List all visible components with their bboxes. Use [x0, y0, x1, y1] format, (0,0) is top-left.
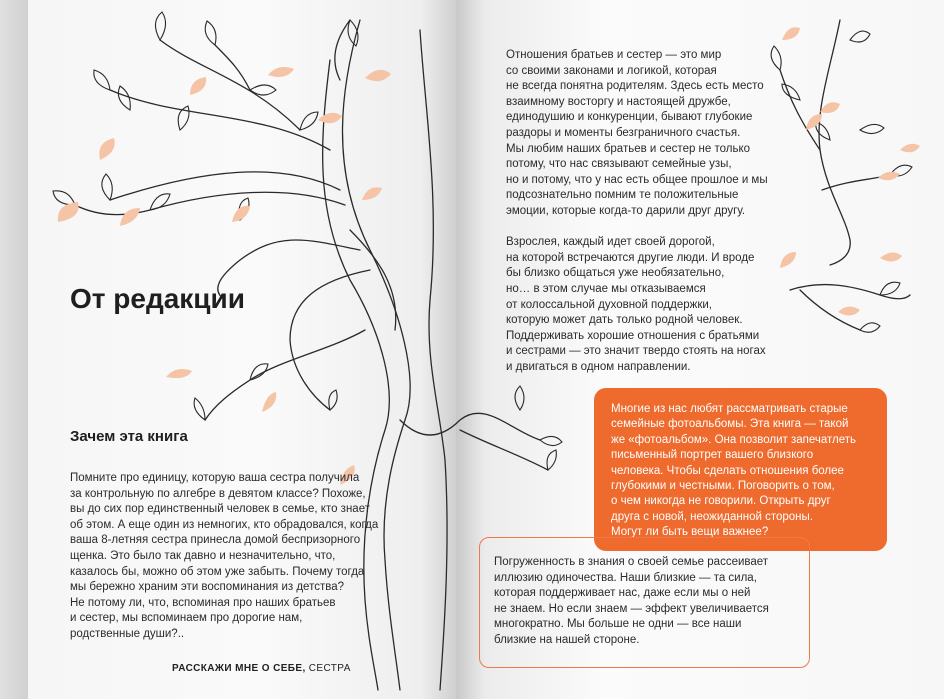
main-text: [506, 48, 776, 375]
text-line: об этом. А еще один из немногих, кто обрадовался, когда: [70, 518, 379, 531]
text-line: на которой встречаются другие люди. И вроде: [506, 251, 755, 264]
text-line: Многие из нас любят рассматривать старые: [611, 403, 848, 415]
text-line: подсознательно помним те положительные: [506, 189, 739, 202]
text-line: Помните про единицу, которую ваша сестра получила: [70, 472, 360, 484]
text-line: родственные души?..: [70, 627, 185, 640]
text-line: Могут ли быть вещи важнее?: [611, 526, 769, 539]
text-line: бы близко общаться уже необязательно,: [506, 267, 725, 280]
text-line: мы бережно храним эти воспоминания из детства?: [70, 581, 345, 594]
text-line: иллюзию одиночества. Наши близкие — та сила,: [494, 571, 757, 584]
intro-paragraph: [70, 471, 390, 643]
text-line: которую может дать только родной человек.: [506, 314, 743, 327]
text-line: со своими законами и логикой, которая: [506, 64, 717, 77]
text-line: Не потому ли, что, вспоминая про наших братьев: [70, 596, 336, 609]
text-line: не всегда понятна родителям. Здесь есть место: [506, 80, 764, 93]
text-line: о чем никогда не говорили. Открыть друг: [611, 495, 831, 508]
paragraph-gap: [506, 220, 776, 236]
text-line: Погруженность в знания о своей семье рассеивает: [494, 556, 769, 568]
text-line: от колоссальной духовной поддержки,: [506, 298, 712, 311]
text-line: казалось бы, можно об этом уже забыть. Почему тогда: [70, 565, 365, 578]
text-line: же «фотоальбом». Она позволит запечатлеть: [611, 433, 857, 446]
text-line: семейные фотоальбомы. Эта книга — такой: [611, 418, 849, 431]
section-heading: Зачем эта книга: [70, 428, 188, 445]
text-line: эмоции, которые когда-то дарили друг другу.: [506, 204, 746, 217]
orange-callout: [594, 388, 887, 551]
text-line: многократно. Мы больше не одни — все наши: [494, 618, 742, 631]
text-line: Взрослея, каждый идет своей дорогой,: [506, 236, 715, 249]
text-line: и сестер, мы вспоминаем про дорогие нам,: [70, 612, 303, 625]
text-line: письменный портрет вашего близкого: [611, 449, 814, 462]
text-line: не знаем. Но если знаем — эффект увеличивается: [494, 602, 769, 615]
outlined-callout: [479, 537, 810, 668]
text-line: и сестрами — это значит твердо стоять на ногах: [506, 345, 766, 358]
text-line: но… в этом случае мы отказываемся: [506, 282, 706, 295]
text-line: друга с новой, неожиданной стороны.: [611, 510, 813, 523]
page-title: От редакции: [70, 283, 245, 314]
text-line: вы до сих пор единственный человек в семье, кто знает: [70, 503, 370, 516]
text-line: единодушию и конкуренции, бывают глубокие: [506, 111, 753, 124]
text-line: потому, что нас связывают семейные узы,: [506, 158, 732, 171]
text-line: близкие на нашей стороне.: [494, 633, 640, 646]
text-line: и двигаться в одном направлении.: [506, 360, 691, 373]
text-line: человека. Чтобы сделать отношения более: [611, 464, 844, 477]
text-line: Отношения братьев и сестер — это мир: [506, 49, 722, 61]
text-line: за контрольную по алгебре в девятом классе? Похоже,: [70, 487, 366, 500]
text-line: взаимному восторгу и настоящей дружбе,: [506, 95, 731, 108]
text-line: щенка. Это было так давно и незначительно, что,: [70, 549, 336, 562]
text-line: но и потому, что у нас есть общее прошлое и мы: [506, 173, 768, 186]
text-line: Поддерживать хорошие отношения с братьями: [506, 329, 760, 342]
text-line: раздоры и моменты безграничного счастья.: [506, 126, 741, 139]
text-line: Мы любим наших братьев и сестер не только: [506, 142, 751, 155]
text-line: ваша 8-летняя сестра принесла домой беспризорного: [70, 534, 361, 547]
footer-book-title: РАССКАЖИ МНЕ О СЕБЕ,: [172, 663, 306, 674]
running-footer: [172, 663, 351, 674]
text-line: которая поддерживает нас, даже если мы о ней: [494, 587, 751, 600]
footer-subtitle: СЕСТРА: [305, 663, 351, 674]
text-line: глубокими и честными. Поговорить о том,: [611, 480, 835, 493]
